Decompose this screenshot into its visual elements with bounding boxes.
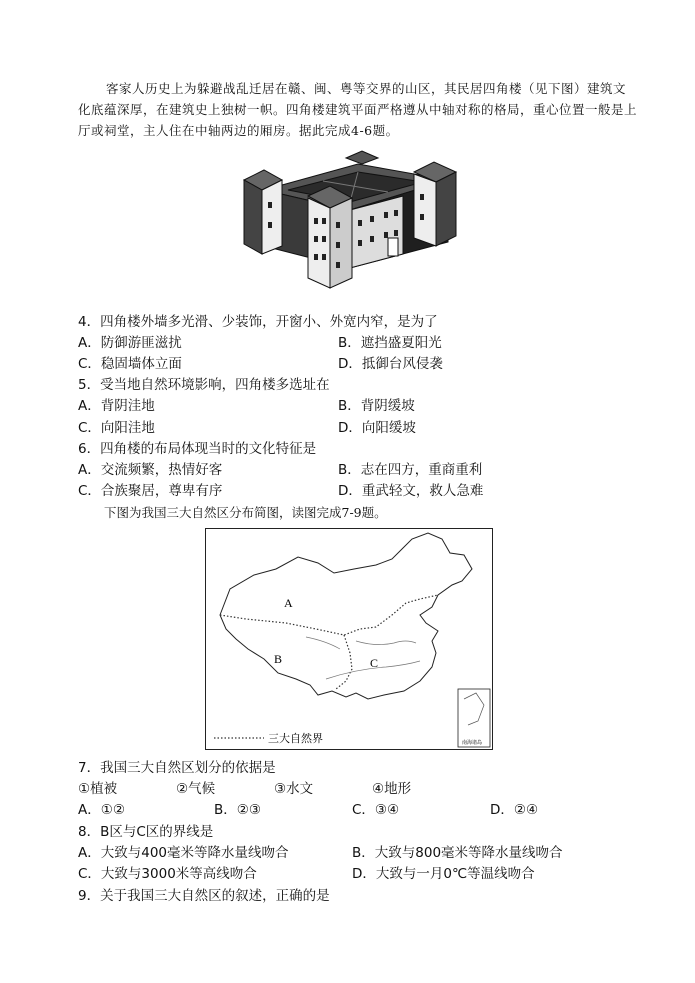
question-4-stem: 4．四角楼外墙多光滑、少装饰，开窗小、外宽内窄，是为了 [78,314,438,330]
question-6-stem: 6．四角楼的布局体现当时的文化特征是 [78,441,317,457]
q6-option-d: D．重武轻文，救人急难 [338,483,484,499]
q5-option-c: C．向阳洼地 [78,420,155,436]
question-9-stem: 9．关于我国三大自然区的叙述，正确的是 [78,888,330,904]
q4-option-c: C．稳固墙体立面 [78,356,182,372]
region-a-label: A [284,596,293,610]
q6-option-a: A．交流频繁，热情好客 [78,462,223,478]
q7-item-2: ②气候 [176,781,216,797]
intro-paragraph-2: 下图为我国三大自然区分布简图，读图完成7-9题。 [104,505,387,520]
q5-option-b: B．背阴缓坡 [338,398,415,414]
region-b-label: B [274,652,283,666]
q7-item-4: ④地形 [372,781,412,797]
q7-option-d: D．②④ [490,802,539,818]
q4-option-b: B．遮挡盛夏阳光 [338,335,442,351]
q8-option-d: D．大致与一月0℃等温线吻合 [352,866,535,882]
q7-item-1: ①植被 [78,781,118,797]
q5-option-d: D．向阳缓坡 [338,420,416,436]
q5-option-a: A．背阴洼地 [78,398,155,414]
map-graphic [206,529,492,749]
question-8-stem: 8．B区与C区的界线是 [78,824,214,840]
intro-paragraph-1: 客家人历史上为躲避战乱迁居在赣、闽、粤等交界的山区，其民居四角楼（见下图）建筑文化底蕴深厚，在建筑史上独树一帜。四角楼建筑平面严格遵从中轴对称的格局，重心位置一般是上厅或祠堂，主人住在中轴两边的厢房。据此完成4-6题。 [78,81,638,138]
inset-label: 南海诸岛 [462,740,483,746]
question-7-stem: 7．我国三大自然区划分的依据是 [78,760,276,776]
siijiaolou-building-figure [238,150,462,292]
q8-option-a: A．大致与400毫米等降水量线吻合 [78,845,289,861]
q7-option-a: A．①② [78,802,125,818]
question-5-stem: 5．受当地自然环境影响，四角楼多选址在 [78,377,330,393]
q6-option-b: B．志在四方，重商重利 [338,462,483,478]
q4-option-d: D．抵御台风侵袭 [338,356,443,372]
q7-item-3: ③水文 [274,781,314,797]
q8-option-b: B．大致与800毫米等降水量线吻合 [352,845,563,861]
region-c-label: C [370,656,379,670]
q7-option-c: C．③④ [352,802,400,818]
legend-label: 三大自然界 [268,732,323,745]
china-natural-regions-map [205,528,493,750]
q6-option-c: C．合族聚居，尊卑有序 [78,483,223,499]
q8-option-c: C．大致与3000米等高线吻合 [78,866,257,882]
q7-option-b: B．②③ [214,802,261,818]
q4-option-a: A．防御游匪滋扰 [78,335,182,351]
